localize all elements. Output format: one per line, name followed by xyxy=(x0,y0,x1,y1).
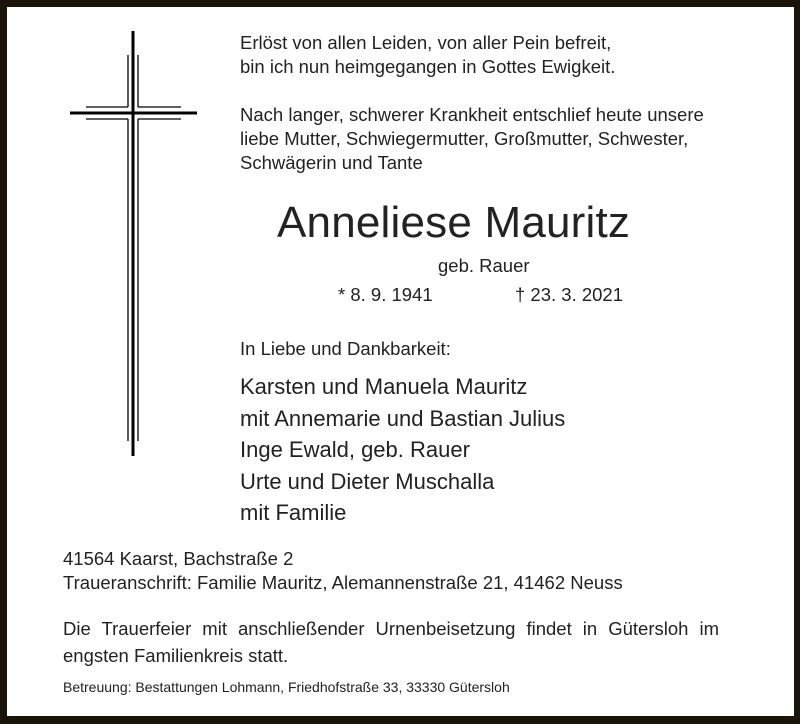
maiden-name: geb. Rauer xyxy=(438,255,530,276)
mourning-intro: In Liebe und Dankbarkeit: xyxy=(240,338,451,359)
intro-text xyxy=(240,103,704,175)
family-member: mit Annemarie und Bastian Julius xyxy=(240,405,566,431)
intro-line: Schwägerin und Tante xyxy=(240,152,423,173)
family-member: Urte und Dieter Muschalla xyxy=(240,468,495,494)
family-list xyxy=(240,371,565,529)
verse-line: bin ich nun heimgegangen in Gottes Ewigkeit. xyxy=(240,56,616,77)
birth-date: * 8. 9. 1941 xyxy=(338,284,433,305)
verse-line: Erlöst von allen Leiden, von aller Pein befreit, xyxy=(240,32,612,53)
mourning-address: Traueranschrift: Familie Mauritz, Alemannenstraße 21, 41462 Neuss xyxy=(63,572,623,593)
address: 41564 Kaarst, Bachstraße 2 xyxy=(63,548,294,569)
ceremony-text: Die Trauerfeier mit anschließender Urnenbeisetzung findet in Gütersloh im engsten Familienkreis statt. xyxy=(63,618,719,666)
death-date: † 23. 3. 2021 xyxy=(515,284,624,305)
family-member: Inge Ewald, geb. Rauer xyxy=(240,437,470,462)
intro-line: Nach langer, schwerer Krankheit entschlief heute unsere xyxy=(240,104,704,125)
deceased-name: Anneliese Mauritz xyxy=(277,198,631,247)
intro-line: liebe Mutter, Schwiegermutter, Großmutter, Schwester, xyxy=(240,128,689,149)
family-member: Karsten und Manuela Mauritz xyxy=(240,374,528,399)
undertaker: Betreuung: Bestattungen Lohmann, Friedhofstraße 33, 33330 Gütersloh xyxy=(63,679,510,695)
verse xyxy=(240,31,615,79)
family-member: mit Familie xyxy=(240,500,347,525)
